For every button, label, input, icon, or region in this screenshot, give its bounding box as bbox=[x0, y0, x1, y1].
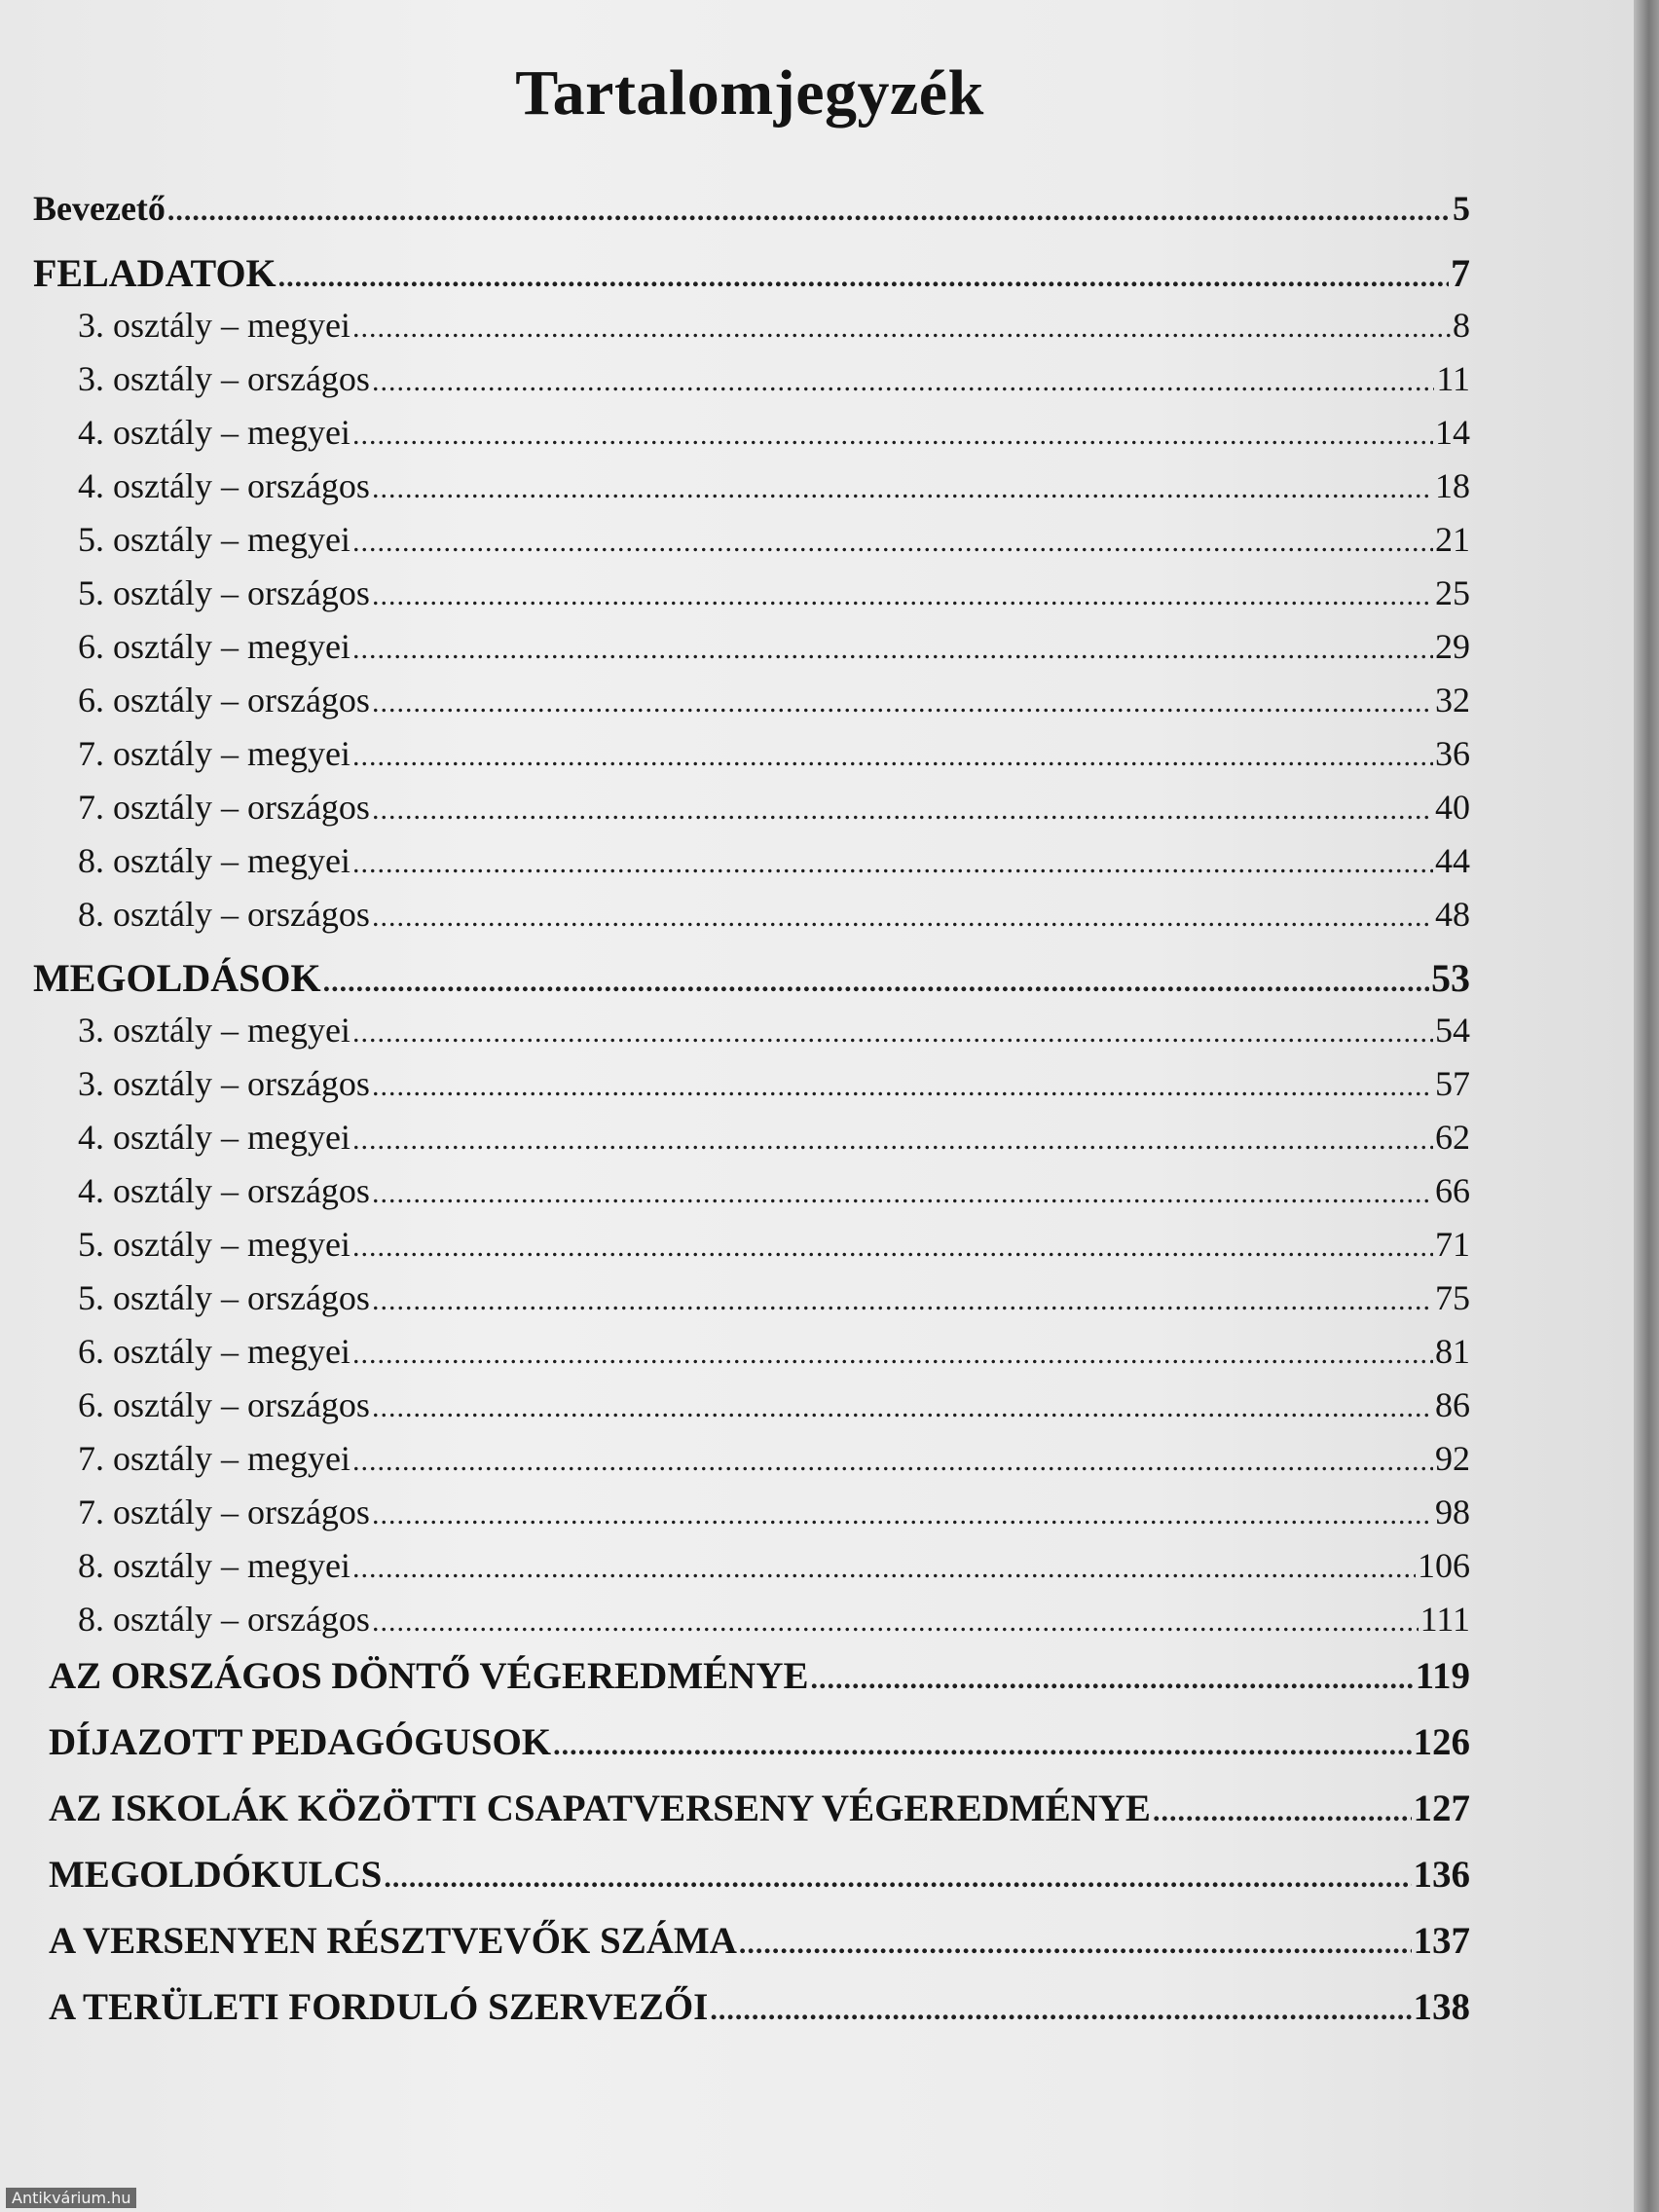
dot-leader bbox=[352, 1231, 1433, 1264]
dot-leader bbox=[1153, 1795, 1412, 1828]
toc-entry bbox=[33, 1063, 1470, 1117]
dot-leader bbox=[323, 966, 1429, 999]
toc-page-number: 44 bbox=[1435, 841, 1470, 880]
dot-leader bbox=[352, 419, 1433, 452]
toc-entry bbox=[33, 840, 1470, 894]
toc-entry bbox=[33, 572, 1470, 626]
toc-page-number: 81 bbox=[1435, 1332, 1470, 1371]
toc-entry-label: 7. osztály – megyei bbox=[78, 734, 350, 773]
toc-entry-label: A VERSENYEN RÉSZTVEVŐK SZÁMA bbox=[49, 1920, 737, 1962]
toc-entry bbox=[33, 733, 1470, 787]
dot-leader bbox=[384, 1862, 1411, 1895]
dot-leader bbox=[372, 1391, 1433, 1424]
toc-page-number: 8 bbox=[1453, 306, 1470, 345]
toc-entry bbox=[33, 1599, 1470, 1652]
toc-final-entry bbox=[33, 1720, 1470, 1785]
toc-page-number: 86 bbox=[1435, 1385, 1470, 1424]
dot-leader bbox=[710, 1994, 1411, 2027]
toc-entry-label: Bevezető bbox=[33, 189, 166, 228]
toc-page-number: 32 bbox=[1435, 681, 1470, 719]
toc-entry bbox=[33, 1331, 1470, 1384]
table-of-contents bbox=[33, 180, 1470, 2049]
toc-entry-label: 7. osztály – országos bbox=[78, 788, 370, 827]
dot-leader bbox=[372, 1498, 1433, 1531]
toc-page-number: 18 bbox=[1435, 466, 1470, 505]
toc-entry-label: 4. osztály – országos bbox=[78, 1171, 370, 1210]
toc-page-number: 75 bbox=[1435, 1278, 1470, 1317]
toc-entry-label: 7. osztály – megyei bbox=[78, 1439, 350, 1478]
toc-page-number: 126 bbox=[1413, 1721, 1470, 1763]
toc-entry-label: 3. osztály – országos bbox=[78, 1064, 370, 1103]
toc-section-label: MEGOLDÁSOK bbox=[33, 956, 321, 1000]
dot-leader bbox=[811, 1663, 1414, 1696]
toc-entry bbox=[33, 519, 1470, 572]
toc-final-entry bbox=[33, 1985, 1470, 2049]
toc-page-number: 62 bbox=[1435, 1118, 1470, 1157]
source-watermark: Antikvárium.hu bbox=[6, 2188, 136, 2208]
toc-section-label: FELADATOK bbox=[33, 251, 276, 295]
toc-entry bbox=[33, 626, 1470, 680]
toc-entry bbox=[33, 1010, 1470, 1063]
page-edge bbox=[1634, 0, 1659, 2212]
toc-page-number: 127 bbox=[1413, 1788, 1470, 1829]
toc-entry bbox=[33, 1117, 1470, 1170]
dot-leader bbox=[352, 633, 1433, 666]
toc-entry-label: AZ ORSZÁGOS DÖNTŐ VÉGEREDMÉNYE bbox=[49, 1655, 809, 1697]
toc-entry-label: 8. osztály – országos bbox=[78, 1600, 370, 1639]
toc-entry-label: 3. osztály – megyei bbox=[78, 306, 350, 345]
dot-leader bbox=[372, 901, 1433, 934]
dot-leader bbox=[352, 1124, 1433, 1157]
dot-leader bbox=[372, 1605, 1419, 1639]
toc-entry bbox=[33, 1277, 1470, 1331]
dot-leader bbox=[372, 579, 1433, 612]
toc-entry bbox=[33, 1545, 1470, 1599]
dot-leader bbox=[352, 1016, 1433, 1050]
dot-leader bbox=[352, 847, 1433, 880]
toc-page-number: 21 bbox=[1435, 520, 1470, 559]
dot-leader bbox=[372, 1284, 1433, 1317]
toc-page-number: 14 bbox=[1435, 413, 1470, 452]
dot-leader bbox=[372, 472, 1433, 505]
dot-leader bbox=[372, 686, 1433, 719]
toc-final-entry bbox=[33, 1654, 1470, 1718]
toc-entry-intro bbox=[33, 188, 1470, 242]
toc-final-sections bbox=[33, 1654, 1470, 2049]
dot-leader bbox=[352, 1338, 1433, 1371]
toc-entry bbox=[33, 680, 1470, 733]
toc-entry-label: 5. osztály – országos bbox=[78, 573, 370, 612]
dot-leader bbox=[352, 740, 1433, 773]
dot-leader bbox=[372, 365, 1434, 398]
dot-leader bbox=[372, 1070, 1433, 1103]
dot-leader bbox=[352, 1445, 1433, 1478]
toc-entry-label: 6. osztály – országos bbox=[78, 681, 370, 719]
toc-page-number: 136 bbox=[1413, 1854, 1470, 1896]
toc-page-number: 54 bbox=[1435, 1011, 1470, 1050]
toc-entry-label: MEGOLDÓKULCS bbox=[49, 1854, 383, 1896]
toc-page-number: 40 bbox=[1435, 788, 1470, 827]
toc-entry-label: 3. osztály – országos bbox=[78, 359, 370, 398]
toc-page-number: 53 bbox=[1431, 956, 1470, 1000]
toc-page-number: 71 bbox=[1435, 1225, 1470, 1264]
toc-section-megoldasok bbox=[33, 955, 1470, 1010]
dot-leader bbox=[278, 261, 1449, 294]
toc-page-number: 36 bbox=[1435, 734, 1470, 773]
toc-entry-label: 5. osztály – országos bbox=[78, 1278, 370, 1317]
toc-entry-label: 5. osztály – megyei bbox=[78, 520, 350, 559]
page-title: Tartalomjegyzék bbox=[515, 57, 984, 129]
toc-page-number: 5 bbox=[1453, 189, 1470, 228]
toc-page-number: 57 bbox=[1435, 1064, 1470, 1103]
toc-page-number: 25 bbox=[1435, 573, 1470, 612]
dot-leader bbox=[372, 793, 1433, 827]
toc-entry bbox=[33, 1224, 1470, 1277]
toc-page-number: 48 bbox=[1435, 895, 1470, 934]
toc-page-number: 138 bbox=[1413, 1986, 1470, 2028]
toc-entry bbox=[33, 894, 1470, 947]
toc-page-number: 111 bbox=[1419, 1600, 1470, 1639]
dot-leader bbox=[352, 1552, 1416, 1585]
toc-entry-label: 5. osztály – megyei bbox=[78, 1225, 350, 1264]
toc-page-number: 106 bbox=[1418, 1546, 1470, 1585]
toc-section-feladatok bbox=[33, 250, 1470, 305]
toc-entry bbox=[33, 305, 1470, 358]
toc-entry bbox=[33, 465, 1470, 519]
toc-entry-label: 4. osztály – országos bbox=[78, 466, 370, 505]
toc-entry bbox=[33, 787, 1470, 840]
toc-page-number: 29 bbox=[1435, 627, 1470, 666]
toc-entry bbox=[33, 1170, 1470, 1224]
toc-entry-label: 6. osztály – megyei bbox=[78, 627, 350, 666]
toc-megoldasok-list bbox=[33, 1010, 1470, 1652]
toc-entry bbox=[33, 1384, 1470, 1438]
toc-page-number: 137 bbox=[1413, 1920, 1470, 1962]
toc-entry bbox=[33, 358, 1470, 412]
toc-entry-label: 8. osztály – megyei bbox=[78, 841, 350, 880]
toc-entry-label: 6. osztály – országos bbox=[78, 1385, 370, 1424]
toc-page-number: 66 bbox=[1435, 1171, 1470, 1210]
toc-entry-label: 8. osztály – országos bbox=[78, 895, 370, 934]
dot-leader bbox=[352, 312, 1451, 345]
toc-page-number: 11 bbox=[1436, 359, 1470, 398]
toc-feladatok-list bbox=[33, 305, 1470, 947]
toc-entry-label: 8. osztály – megyei bbox=[78, 1546, 350, 1585]
toc-entry-label: A TERÜLETI FORDULÓ SZERVEZŐI bbox=[49, 1986, 709, 2028]
dot-leader bbox=[372, 1177, 1433, 1210]
toc-entry bbox=[33, 412, 1470, 465]
toc-entry bbox=[33, 1492, 1470, 1545]
toc-page-number: 119 bbox=[1415, 1655, 1470, 1697]
toc-entry bbox=[33, 1438, 1470, 1492]
toc-entry-label: 4. osztály – megyei bbox=[78, 413, 350, 452]
toc-entry-label: AZ ISKOLÁK KÖZÖTTI CSAPATVERSENY VÉGEREDMÉNYE bbox=[49, 1788, 1151, 1829]
toc-page-number: 98 bbox=[1435, 1493, 1470, 1531]
toc-entry-label: 3. osztály – megyei bbox=[78, 1011, 350, 1050]
dot-leader bbox=[352, 526, 1433, 559]
toc-final-entry bbox=[33, 1787, 1470, 1851]
dot-leader bbox=[167, 195, 1451, 228]
toc-entry-label: 4. osztály – megyei bbox=[78, 1118, 350, 1157]
toc-entry-label: 7. osztály – országos bbox=[78, 1493, 370, 1531]
dot-leader bbox=[553, 1729, 1411, 1762]
dot-leader bbox=[739, 1928, 1412, 1961]
toc-final-entry bbox=[33, 1919, 1470, 1983]
toc-final-entry bbox=[33, 1853, 1470, 1917]
toc-page-number: 7 bbox=[1451, 251, 1470, 295]
toc-entry-label: 6. osztály – megyei bbox=[78, 1332, 350, 1371]
toc-entry-label: DÍJAZOTT PEDAGÓGUSOK bbox=[49, 1721, 552, 1763]
toc-page-number: 92 bbox=[1435, 1439, 1470, 1478]
